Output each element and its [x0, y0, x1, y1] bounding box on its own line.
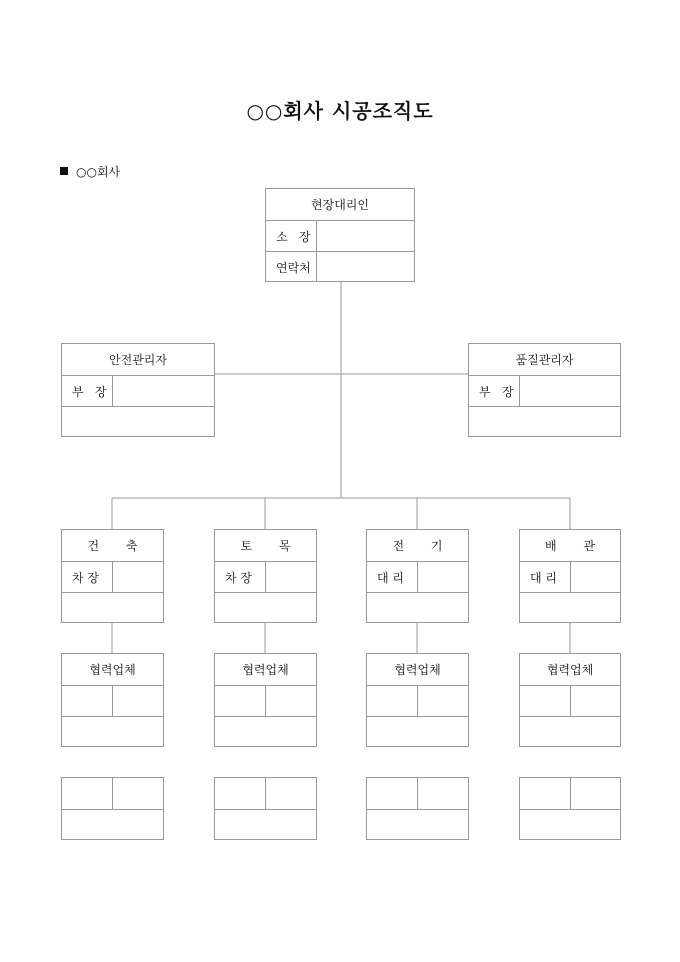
safety-manager-value: [113, 376, 214, 406]
blank-cell: [215, 778, 266, 809]
page-title: ○○회사 시공조직도: [246, 99, 434, 123]
partner-cell: [520, 686, 571, 716]
blank-box: [214, 777, 317, 840]
partner-box: [61, 653, 164, 747]
partner-note: [367, 717, 468, 747]
blank-cell: [62, 778, 113, 809]
blank-note: [367, 810, 468, 840]
safety-manager-label: 부 장: [62, 376, 113, 406]
division-value: [266, 562, 316, 592]
blank-note: [520, 810, 620, 840]
safety-manager-header: 안전관리자: [109, 353, 167, 367]
division-label: 차 장: [215, 562, 266, 592]
blank-cell: [520, 778, 571, 809]
quality-manager-box: [468, 343, 621, 437]
blank-note: [62, 810, 163, 840]
division-label: 대 리: [520, 562, 571, 592]
partner-note: [215, 717, 316, 747]
quality-manager-value: [520, 376, 620, 406]
division-header: 토 목: [240, 539, 291, 553]
partner-cell: [215, 686, 266, 716]
division-value: [571, 562, 620, 592]
site-agent-box: [265, 188, 415, 282]
blank-cell: [418, 778, 468, 809]
partner-cell: [113, 686, 163, 716]
blank-box: [366, 777, 469, 840]
division-header: 배 관: [545, 539, 595, 553]
partner-box: [214, 653, 317, 747]
division-note: [520, 593, 620, 623]
blank-cell: [266, 778, 316, 809]
partner-cell: [418, 686, 468, 716]
division-value: [113, 562, 163, 592]
blank-cell: [367, 778, 418, 809]
partner-cell: [571, 686, 620, 716]
division-box-civil: [214, 529, 317, 623]
division-label: 대 리: [367, 562, 418, 592]
partner-cell: [266, 686, 316, 716]
partner-header: 협력업체: [546, 663, 594, 677]
safety-manager-box: [61, 343, 215, 437]
company-name: ○○회사: [76, 165, 121, 179]
partner-note: [520, 717, 620, 747]
quality-manager-note: [469, 407, 620, 437]
partner-header: 협력업체: [89, 663, 136, 677]
partner-header: 협력업체: [394, 663, 441, 677]
contact-label: 연락처: [266, 252, 317, 282]
blank-note: [215, 810, 316, 840]
partner-note: [62, 717, 163, 747]
division-box-plumbing: [519, 529, 621, 623]
partner-box: [366, 653, 469, 747]
blank-box: [519, 777, 621, 840]
division-box-electric: [366, 529, 469, 623]
safety-manager-note: [62, 407, 214, 437]
division-label: 차 장: [62, 562, 113, 592]
quality-manager-header: 품질관리자: [515, 353, 574, 367]
partner-header: 협력업체: [242, 663, 289, 677]
manager-label: 소 장: [266, 221, 317, 251]
division-box-architecture: [61, 529, 164, 623]
division-header: 건 축: [87, 539, 138, 553]
site-agent-header: 현장대리인: [311, 198, 369, 212]
partner-cell: [367, 686, 418, 716]
blank-box: [61, 777, 164, 840]
partner-box: [519, 653, 621, 747]
blank-cell: [113, 778, 163, 809]
division-note: [367, 593, 468, 623]
division-note: [62, 593, 163, 623]
division-header: 전 기: [392, 539, 443, 553]
division-note: [215, 593, 316, 623]
division-value: [418, 562, 468, 592]
quality-manager-label: 부 장: [469, 376, 520, 406]
partner-cell: [62, 686, 113, 716]
manager-value: [317, 221, 414, 251]
contact-value: [317, 252, 414, 282]
blank-cell: [571, 778, 620, 809]
